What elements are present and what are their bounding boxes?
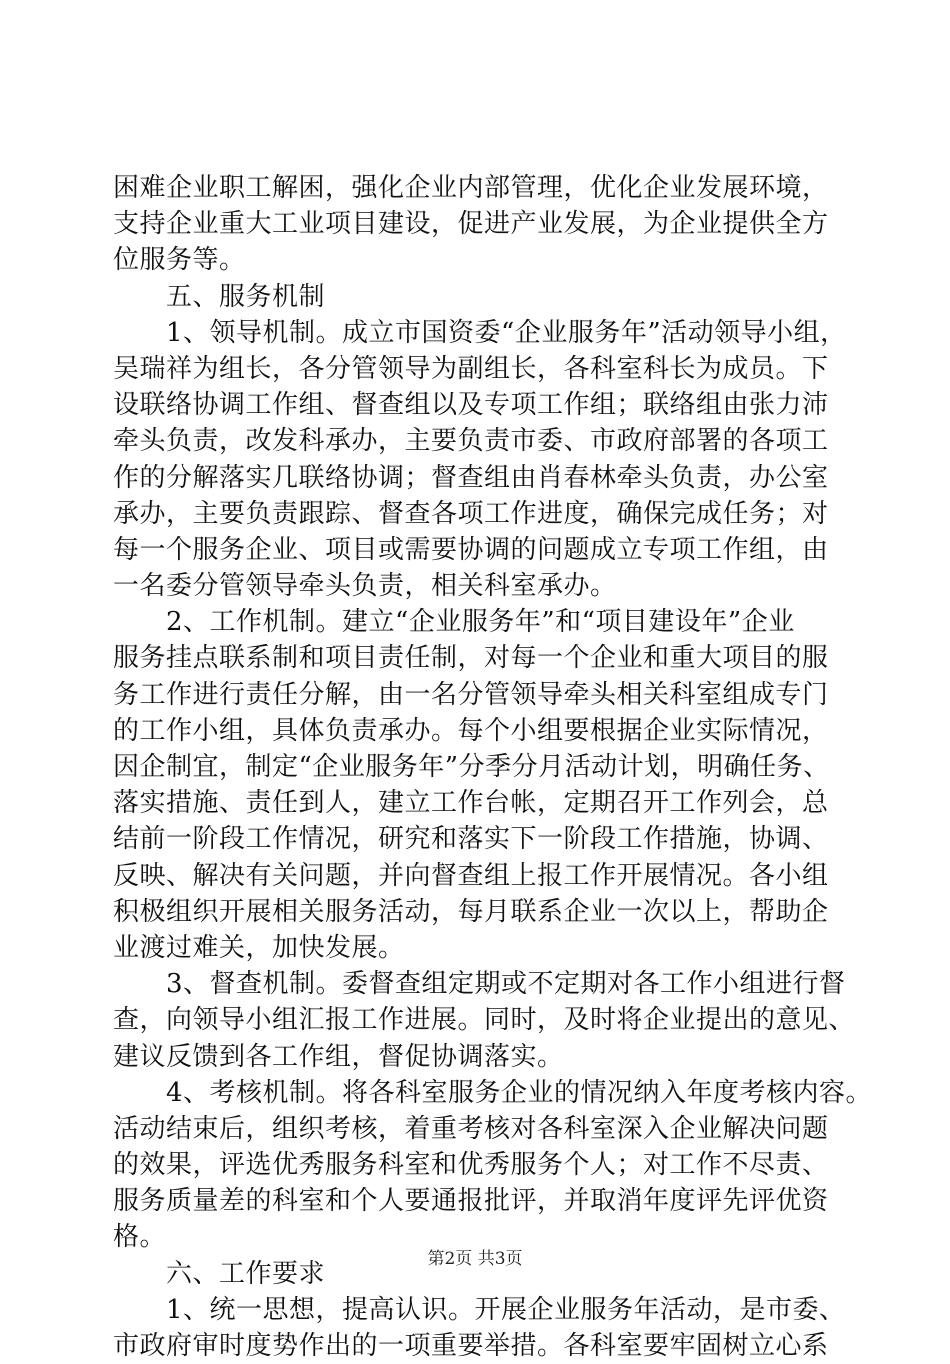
document-body <box>113 170 873 1364</box>
text-line: 务工作进行责任分解，由一名分管领导牵头相关科室组成专门 <box>113 679 829 710</box>
section-heading: 六、工作要求 <box>166 1258 326 1289</box>
text-line: 活动结束后，组织考核，着重考核对各科室深入企业解决问题 <box>113 1113 829 1144</box>
section-heading: 五、服务机制 <box>166 281 326 312</box>
text-line: 因企制宜，制定“企业服务年”分季分月活动计划，明确任务、 <box>113 752 830 782</box>
text-line: 支持企业重大工业项目建设，促进产业发展，为企业提供全方 <box>113 209 829 240</box>
text-line: 一名委分管领导牵头负责，相关科室承办。 <box>113 571 617 602</box>
text-line: 落实措施、责任到人，建立工作台帐，定期召开工作列会，总 <box>113 788 829 819</box>
text-line: 反映、解决有关问题，并向督查组上报工作开展情况。各小组 <box>113 860 829 891</box>
text-line: 的工作小组，具体负责承办。每个小组要根据企业实际情况， <box>113 715 829 746</box>
text-line: 吴瑞祥为组长，各分管领导为副组长，各科室科长为成员。下 <box>113 353 829 384</box>
text-line: 设联络协调工作组、督查组以及专项工作组；联络组由张力沛 <box>113 390 829 421</box>
text-line: 服务质量差的科室和个人要通报批评，并取消年度评先评优资 <box>113 1186 829 1217</box>
text-line: 格。 <box>113 1222 167 1253</box>
text-line: 建议反馈到各工作组，督促协调落实。 <box>113 1041 564 1072</box>
text-line: 服务挂点联系制和项目责任制，对每一个企业和重大项目的服 <box>113 643 829 674</box>
text-line: 每一个服务企业、项目或需要协调的问题成立专项工作组，由 <box>113 534 829 565</box>
text-line: 业渡过难关，加快发展。 <box>113 932 405 963</box>
text-line: 的效果，评选优秀服务科室和优秀服务个人；对工作不尽责、 <box>113 1150 829 1181</box>
text-line: 牵头负责，改发科承办，主要负责市委、市政府部署的各项工 <box>113 426 829 457</box>
page-number: 第2页 共3页 <box>427 1249 523 1269</box>
text-line: 查，向领导小组汇报工作进展。同时，及时将企业提出的意见、 <box>113 1005 856 1036</box>
text-line: 1、统一思想，提高认识。开展企业服务年活动，是市委、 <box>166 1294 846 1325</box>
text-line: 承办，主要负责跟踪、督查各项工作进度，确保完成任务；对 <box>113 498 829 529</box>
text-line: 市政府审时度势作出的一项重要举措。各科室要牢固树立心系 <box>113 1331 829 1361</box>
text-line: 作的分解落实几联络协调；督查组由肖春林牵头负责，办公室 <box>113 462 829 493</box>
text-line: 结前一阶段工作情况，研究和落实下一阶段工作措施，协调、 <box>113 824 829 855</box>
text-line: 积极组织开展相关服务活动，每月联系企业一次以上，帮助企 <box>113 896 829 927</box>
text-line: 1、领导机制。成立市国资委“企业服务年”活动领导小组， <box>166 317 847 348</box>
text-line: 3、督查机制。委督查组定期或不定期对各工作小组进行督 <box>166 969 846 1000</box>
page-footer <box>0 1248 950 1270</box>
text-line: 2、工作机制。建立“企业服务年”和“项目建设年”企业 <box>166 607 795 638</box>
text-line: 4、考核机制。将各科室服务企业的情况纳入年度考核内容。 <box>166 1077 873 1108</box>
text-line: 位服务等。 <box>113 245 246 276</box>
text-line: 困难企业职工解困，强化企业内部管理，优化企业发展环境， <box>113 173 829 203</box>
